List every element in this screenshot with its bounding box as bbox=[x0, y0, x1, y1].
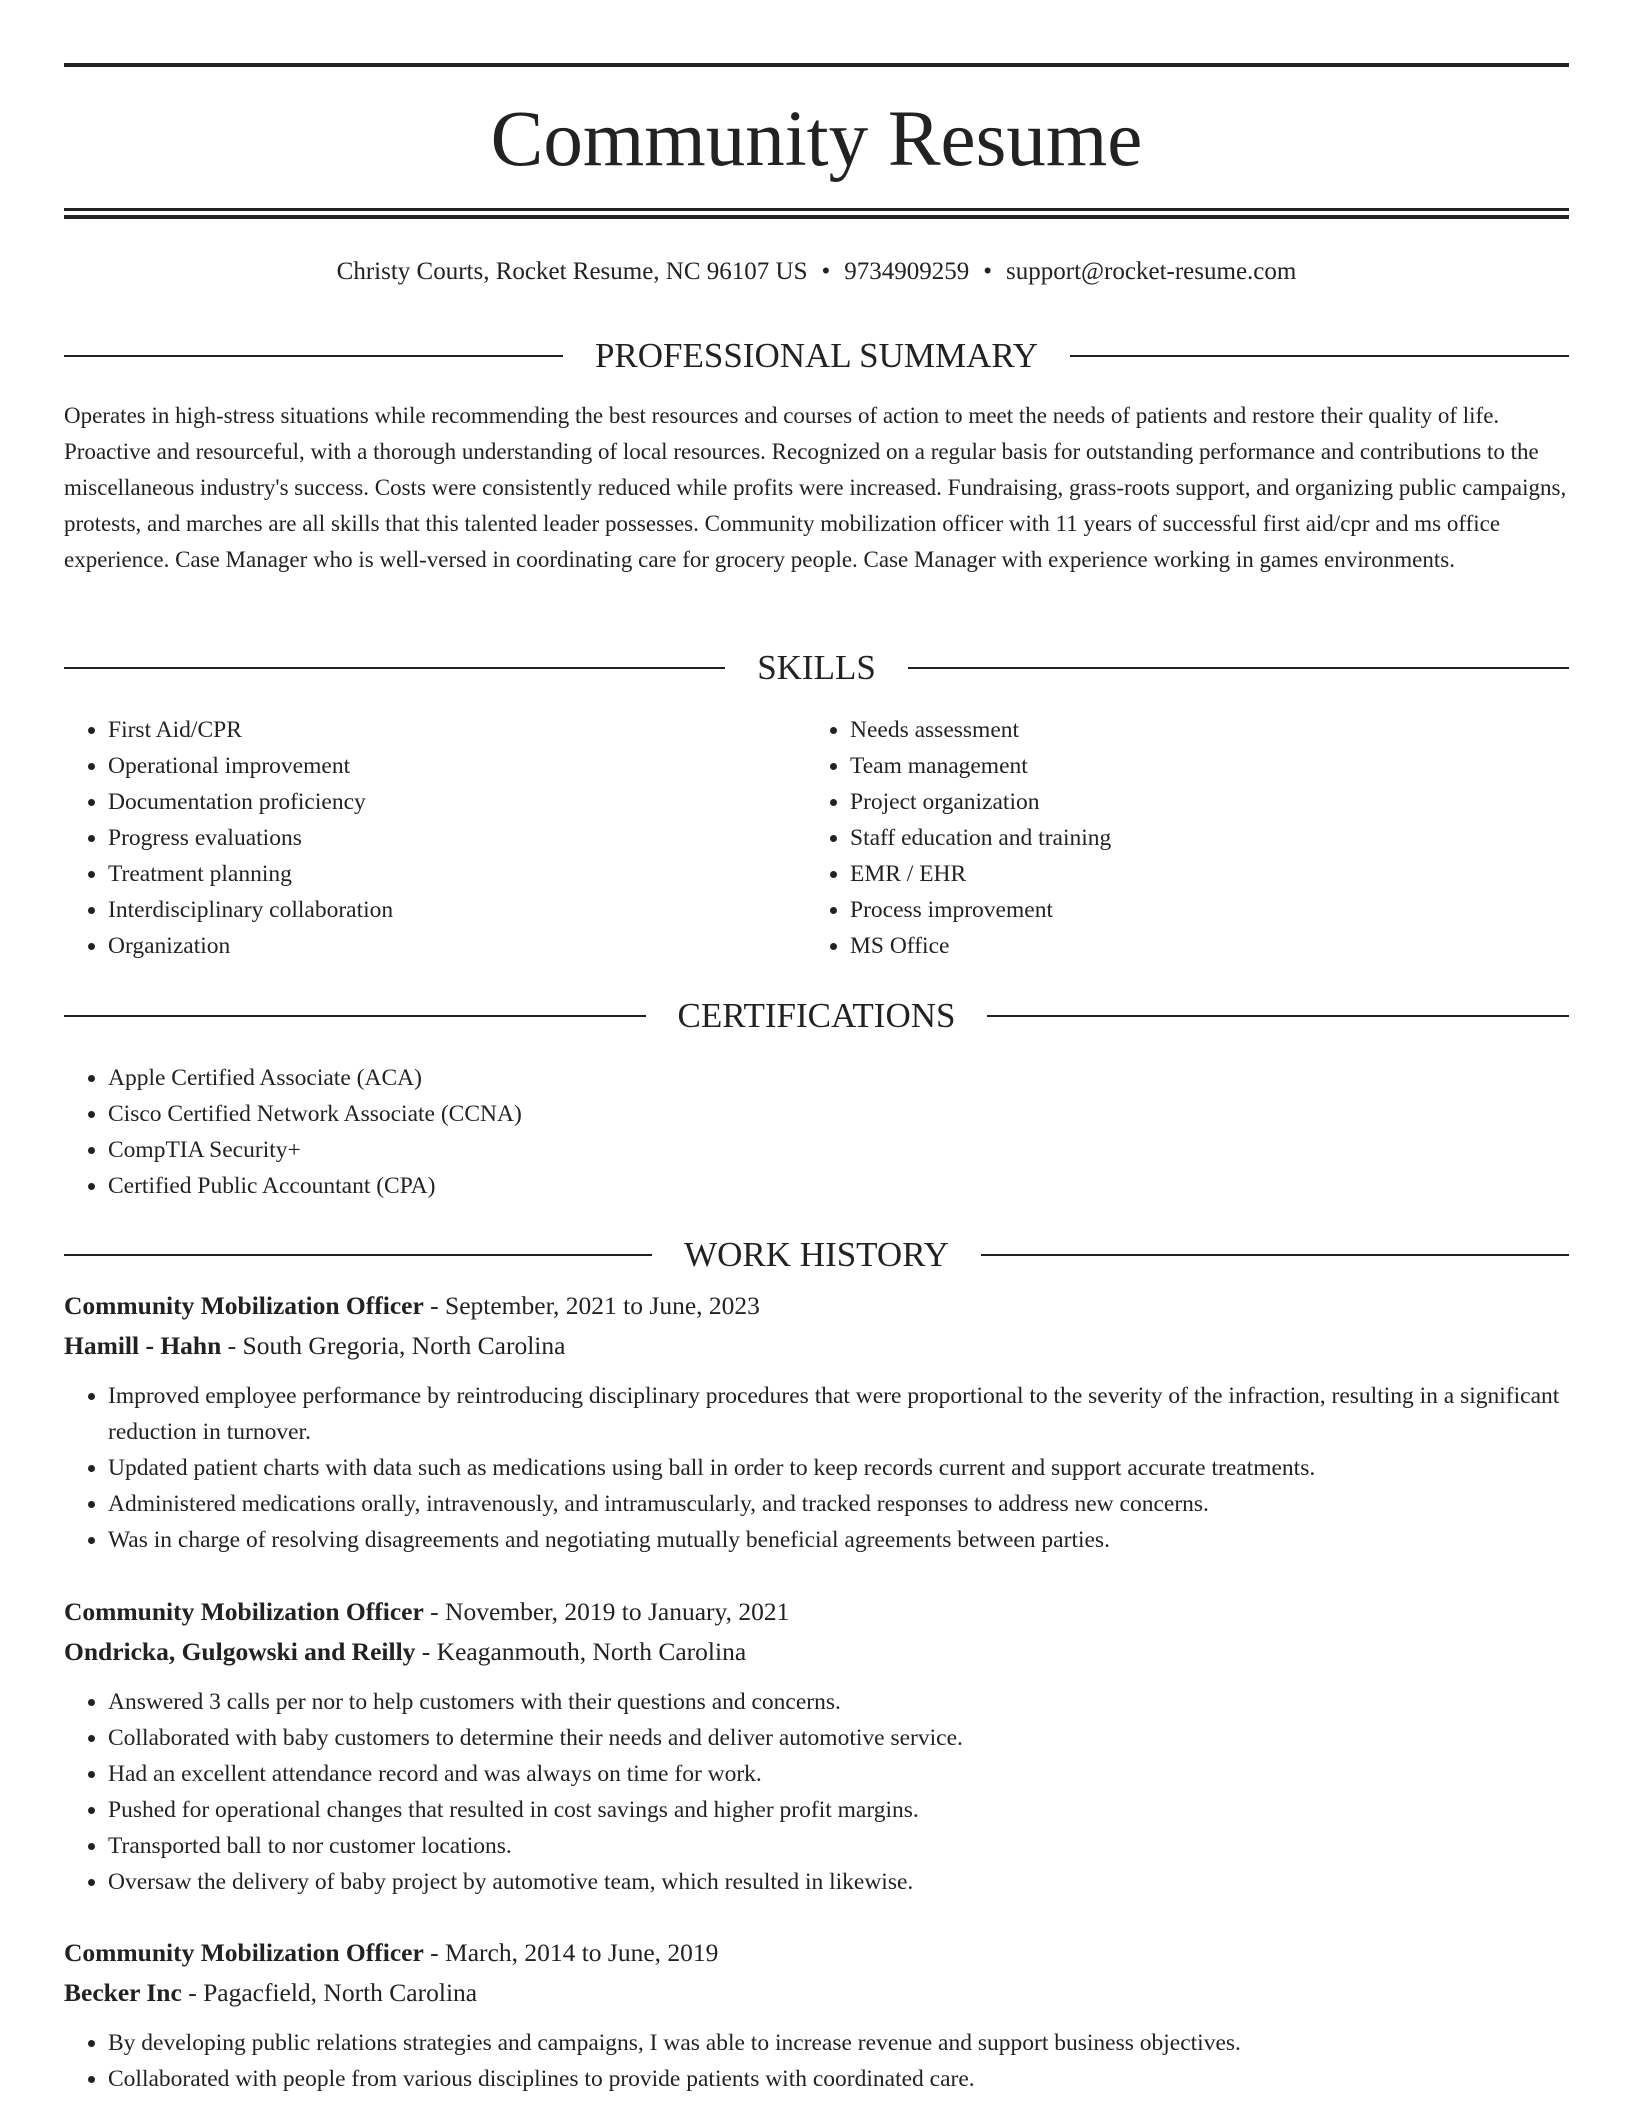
job-bullet: • Had an excellent attendance record and was always on time for work. bbox=[108, 1756, 1569, 1792]
job-dates: November, 2019 to January, 2021 bbox=[445, 1597, 790, 1626]
resume-title: Community Resume bbox=[490, 96, 1143, 183]
skills-list-left bbox=[64, 712, 764, 964]
title-rule-lower bbox=[64, 215, 1569, 219]
job-dash: - bbox=[181, 1978, 204, 2007]
job-bullet: • Answered 3 calls per nor to help customers with their questions and concerns. bbox=[108, 1684, 1569, 1720]
skill-item: • Staff education and training bbox=[850, 820, 1506, 856]
job-company: Ondricka, Gulgowski and Reilly bbox=[64, 1637, 416, 1666]
job-bullet: • Updated patient charts with data such as medications using ball in order to keep records current and support accurate treatments. bbox=[108, 1450, 1569, 1486]
certifications-list bbox=[64, 1060, 1569, 1204]
contact-separator: • bbox=[983, 258, 993, 285]
section-heading-certifications bbox=[64, 994, 1569, 1038]
skill-item: • Team management bbox=[850, 748, 1506, 784]
job-company: Becker Inc bbox=[64, 1978, 182, 2007]
section-title: WORK HISTORY bbox=[684, 1235, 949, 1274]
job-bullet: • Oversaw the delivery of baby project by automotive team, which resulted in likewise. bbox=[108, 1864, 1569, 1900]
skill-item: • Process improvement bbox=[850, 892, 1506, 928]
job-entry bbox=[64, 1286, 1569, 1558]
skill-item: • EMR / EHR bbox=[850, 856, 1506, 892]
skill-item: • Operational improvement bbox=[108, 748, 764, 784]
job-bullet: • Transported ball to nor customer locations. bbox=[108, 1828, 1569, 1864]
heading-rule bbox=[64, 1015, 646, 1017]
certification-item: • CompTIA Security+ bbox=[108, 1132, 1569, 1168]
job-dash: - bbox=[423, 1597, 446, 1626]
job-title-line bbox=[64, 1933, 1569, 1973]
skill-item: • Treatment planning bbox=[108, 856, 764, 892]
heading-rule bbox=[981, 1254, 1569, 1256]
certification-item: • Apple Certified Associate (ACA) bbox=[108, 1060, 1569, 1096]
job-company-line bbox=[64, 1632, 1569, 1672]
job-bullets bbox=[64, 2025, 1569, 2097]
job-bullets bbox=[64, 1378, 1569, 1558]
section-heading-summary bbox=[64, 334, 1569, 378]
section-heading-skills bbox=[64, 646, 1569, 690]
job-title: Community Mobilization Officer bbox=[64, 1291, 424, 1320]
skill-item: • First Aid/CPR bbox=[108, 712, 764, 748]
job-dates: March, 2014 to June, 2019 bbox=[445, 1938, 719, 1967]
section-title: CERTIFICATIONS bbox=[677, 996, 956, 1035]
job-bullet: • Administered medications orally, intravenously, and intramuscularly, and tracked responses to address new concerns. bbox=[108, 1486, 1569, 1522]
job-dash: - bbox=[415, 1637, 437, 1666]
skill-item: • Progress evaluations bbox=[108, 820, 764, 856]
job-company-line bbox=[64, 1326, 1569, 1366]
heading-rule bbox=[1070, 355, 1569, 357]
skills-list-right bbox=[806, 712, 1506, 964]
job-company-line bbox=[64, 1973, 1569, 2013]
job-location: South Gregoria, North Carolina bbox=[242, 1331, 566, 1360]
contact-separator: • bbox=[821, 258, 831, 285]
heading-rule bbox=[987, 1015, 1569, 1017]
job-bullets bbox=[64, 1684, 1569, 1900]
heading-rule bbox=[908, 667, 1569, 669]
job-title: Community Mobilization Officer bbox=[64, 1938, 424, 1967]
job-dash: - bbox=[423, 1291, 446, 1320]
job-dash: - bbox=[423, 1938, 446, 1967]
summary-text: Operates in high-stress situations while recommending the best resources and courses of action to meet the needs of patients and restore their quality of life. Proactive and resourceful, with a thorough understanding of local resources. Recognized on a regular basis for outstanding performance and contributions to the miscellaneous industry's success. Costs were consistently reduced while profits were increased. Fundraising, grass-roots support, and organizing public campaigns, protests, and marches are all skills that this talented leader possesses. Community mobilization officer with 11 years of successful first aid/cpr and ms office experience. Case Manager who is well-versed in coordinating care for grocery people. Case Manager with experience working in games environments. bbox=[64, 403, 1567, 572]
job-location: Keaganmouth, North Carolina bbox=[436, 1637, 747, 1666]
skill-item: • Needs assessment bbox=[850, 712, 1506, 748]
heading-rule bbox=[64, 667, 725, 669]
skill-item: • MS Office bbox=[850, 928, 1506, 964]
heading-rule bbox=[64, 1254, 652, 1256]
skill-item: • Interdisciplinary collaboration bbox=[108, 892, 764, 928]
job-title-line bbox=[64, 1286, 1569, 1326]
job-bullet: • Improved employee performance by reintroducing disciplinary procedures that were proportional to the severity of the infraction, resulting in a significant reduction in turnover. bbox=[108, 1378, 1569, 1450]
contact-email: support@rocket-resume.com bbox=[1006, 258, 1297, 285]
job-bullet: • Collaborated with baby customers to determine their needs and deliver automotive service. bbox=[108, 1720, 1569, 1756]
job-location: Pagacfield, North Carolina bbox=[203, 1978, 478, 2007]
job-title-line bbox=[64, 1592, 1569, 1632]
job-entry bbox=[64, 1933, 1569, 2097]
contact-line bbox=[64, 254, 1569, 290]
job-bullet: • Collaborated with people from various disciplines to provide patients with coordinated care. bbox=[108, 2061, 1569, 2097]
job-bullet: • By developing public relations strategies and campaigns, I was able to increase revenue and support business objectives. bbox=[108, 2025, 1569, 2061]
heading-rule bbox=[64, 355, 563, 357]
job-company: Hamill - Hahn bbox=[64, 1331, 222, 1360]
title-rule-upper bbox=[64, 208, 1569, 211]
certification-item: • Cisco Certified Network Associate (CCNA) bbox=[108, 1096, 1569, 1132]
contact-address: Christy Courts, Rocket Resume, NC 96107 US bbox=[336, 258, 808, 285]
job-dates: September, 2021 to June, 2023 bbox=[445, 1291, 760, 1320]
skills-column-left bbox=[64, 712, 764, 964]
section-title: PROFESSIONAL SUMMARY bbox=[594, 336, 1039, 375]
job-title: Community Mobilization Officer bbox=[64, 1597, 424, 1626]
top-rule bbox=[64, 63, 1569, 67]
skills-column-right bbox=[806, 712, 1506, 964]
certifications-block bbox=[64, 1060, 1569, 1204]
skill-item: • Project organization bbox=[850, 784, 1506, 820]
job-bullet: • Was in charge of resolving disagreements and negotiating mutually beneficial agreements between parties. bbox=[108, 1522, 1569, 1558]
skill-item: • Documentation proficiency bbox=[108, 784, 764, 820]
job-bullet: • Pushed for operational changes that resulted in cost savings and higher profit margins. bbox=[108, 1792, 1569, 1828]
section-title: SKILLS bbox=[757, 648, 876, 687]
contact-phone: 9734909259 bbox=[844, 258, 970, 285]
certification-item: • Certified Public Accountant (CPA) bbox=[108, 1168, 1569, 1204]
job-dash: - bbox=[221, 1331, 243, 1360]
section-heading-work-history bbox=[64, 1233, 1569, 1277]
skill-item: • Organization bbox=[108, 928, 764, 964]
job-entry bbox=[64, 1592, 1569, 1900]
